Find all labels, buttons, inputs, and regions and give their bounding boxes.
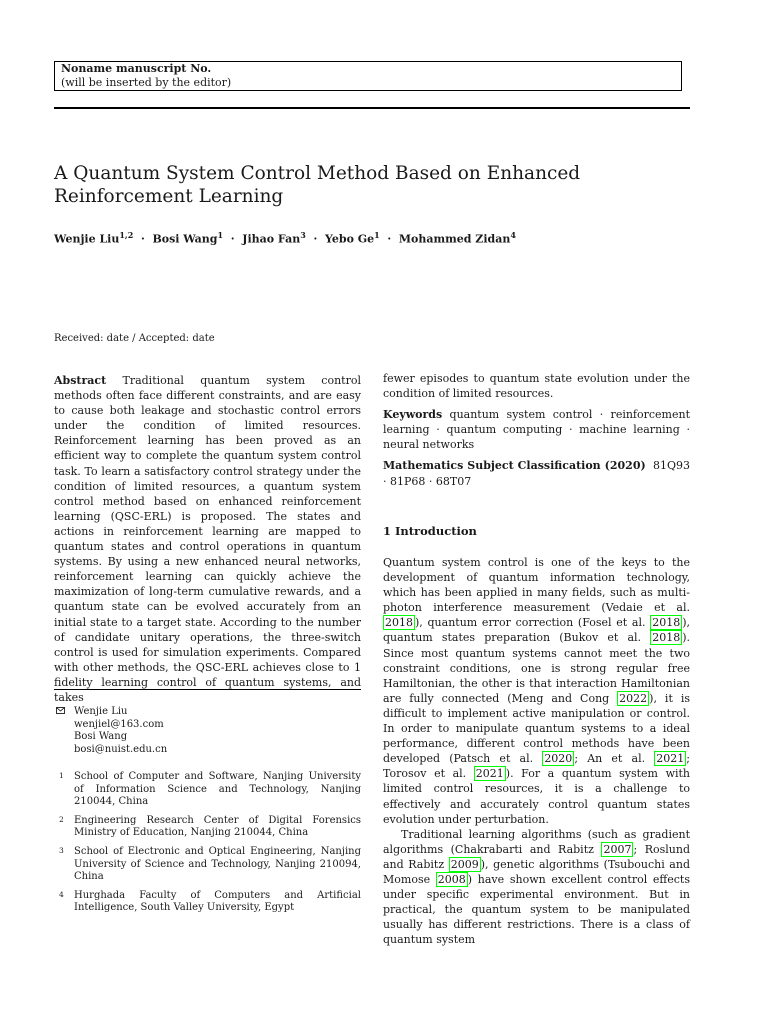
- affiliation-text: School of Computer and Software, Nanjing University of Information Science and Technology, Nanjing 210044, China: [74, 771, 361, 808]
- affiliation-number: 4: [59, 889, 64, 899]
- editor-note: (will be inserted by the editor): [61, 76, 232, 89]
- corresponding-author-email: wenjiel@163.com: [74, 718, 164, 730]
- citation-link[interactable]: 2020: [544, 752, 573, 766]
- affiliation-text: School of Electronic and Optical Engineering, Nanjing University of Science and Technology, Nanjing 210094, China: [74, 845, 361, 883]
- text-run: ; Torosov et al.: [383, 752, 690, 781]
- msc-label: Mathematics Subject Classification (2020): [383, 459, 646, 473]
- author-affil: 1: [374, 230, 380, 240]
- affiliation-number: 2: [59, 814, 64, 824]
- keywords-text: quantum system control · reinforcement learning · quantum computing · machine learning · neural networks: [383, 408, 690, 452]
- citation-link[interactable]: 2021: [475, 767, 504, 781]
- manuscript-number: Noname manuscript No.: [61, 62, 212, 75]
- introduction-body: [383, 555, 690, 947]
- author-name: Jihao Fan: [242, 232, 301, 246]
- abstract-text: Traditional quantum system control methods often face different constraints, and are easy to cause both leakage and stochastic control errors under the condition of limited resources. Reinforcement learning has been proved as an efficient way to complete the quantum system control task. To learn a satisfactory control strategy under the condition of limited resources, a quantum system control method based on enhanced reinforcement learning (QSC-ERL) is proposed. The states and actions in reinforcement learning are mapped to quantum states and control operations in quantum systems. By using a new enhanced neural networks, reinforcement learning can quickly achieve the maximization of long-term cumulative rewards, and a quantum state can be evolved accurately from an initial state to a target state. According to the number of candidate unitary operations, the three-switch control is used for simulation experiments. Compared with other methods, the QSC-ERL achieves close to 1 fidelity learning control of quantum systems, and takes: [54, 374, 361, 704]
- affiliation: [54, 846, 361, 884]
- text-run: ), genetic algorithms (Tsubouchi and Momose: [383, 857, 690, 886]
- header-rule: [54, 107, 690, 109]
- author-name: Wenjie Liu: [54, 232, 120, 246]
- author-affil: 4: [510, 230, 516, 240]
- abstract-continued: fewer episodes to quantum state evolution under the condition of limited resources.: [383, 372, 690, 401]
- citation-link[interactable]: 2009: [450, 857, 479, 871]
- envelope-icon: [56, 706, 66, 719]
- text-run: Quantum system control is one of the keys to the development of quantum information technology, which has been applied in many fields, such as multi-photon interference measurement (Vedaie et al.: [383, 556, 690, 615]
- text-run: ), quantum error correction (Fosel et al.: [415, 616, 646, 630]
- author-name: Bosi Wang: [152, 232, 218, 246]
- affiliation-text: Engineering Research Center of Digital Forensics Ministry of Education, Nanjing 210044, China: [74, 814, 361, 839]
- author-affil: 3: [300, 230, 306, 240]
- corresponding-author-name: Bosi Wang: [74, 731, 128, 742]
- citation-link[interactable]: 2022: [619, 691, 648, 705]
- text-run: ; An et al.: [574, 752, 646, 766]
- footnote-rule: [54, 689, 361, 690]
- affiliation-list: [54, 771, 361, 921]
- section-heading: 1 Introduction: [383, 524, 477, 538]
- citation-link[interactable]: 2007: [603, 842, 632, 856]
- abstract: [54, 373, 361, 705]
- text-run: ; Roslund and Rabitz: [383, 842, 690, 871]
- author-list: Wenjie Liu$^{1,2}$ · Bosi Wang$^1$ · Jihao Fan$^3$ · Yebo Ge$^1$ · Mohammed Zidan$^4$: [54, 230, 516, 246]
- author-name: Yebo Ge: [324, 232, 375, 246]
- citation-link[interactable]: 2021: [656, 752, 685, 766]
- affiliation-number: 1: [59, 771, 64, 780]
- affiliation: [54, 890, 361, 915]
- abstract-continuation-block: [383, 371, 690, 489]
- received-date: Received: date / Accepted: date: [54, 333, 215, 344]
- citation-link[interactable]: 2018: [652, 616, 681, 630]
- manuscript-number-box: [54, 61, 682, 91]
- citation-link[interactable]: 2018: [652, 631, 681, 645]
- citation-link[interactable]: 2018: [385, 616, 413, 630]
- keywords-label: Keywords: [383, 408, 443, 422]
- text-run: ), it is difficult to implement active manipulation or control. In order to manipulate quantum systems to a ideal performance, different control methods have been developed (Patsch et al.: [383, 691, 690, 766]
- author-affil: 1,2: [119, 230, 134, 240]
- text-run: Traditional learning algorithms (such as gradient algorithms (Chakrabarti and Rabitz: [383, 827, 690, 856]
- corresponding-author-name: Wenjie Liu: [74, 706, 128, 717]
- affiliation-text: Hurghada Faculty of Computers and Artificial Intelligence, South Valley University, Egypt: [74, 889, 361, 914]
- abstract-block: [54, 373, 361, 705]
- paper-title: A Quantum System Control Method Based on Enhanced Reinforcement Learning: [54, 163, 581, 207]
- author-name: Mohammed Zidan: [398, 232, 511, 246]
- affiliation: [54, 815, 361, 840]
- keywords: [383, 407, 690, 452]
- abstract-label: Abstract: [54, 374, 107, 387]
- msc-codes: 81Q93 · 81P68 · 68T07: [383, 459, 690, 488]
- paragraph: [383, 827, 690, 948]
- text-run: ), quantum states preparation (Bukov et al.: [383, 616, 690, 645]
- affiliation-number: 3: [59, 845, 64, 855]
- correspondence: [54, 706, 167, 756]
- citation-link[interactable]: 2008: [437, 872, 466, 886]
- text-run: ). For a quantum system with limited control resources, it is a challenge to effectively and accurately control quantum states evolution under perturbation.: [383, 767, 691, 826]
- author-affil: 1: [217, 230, 224, 240]
- paragraph: [383, 555, 690, 827]
- affiliation: [54, 771, 361, 809]
- text-run: ) have shown excellent control effects under specific experimental environment. But in practical, the quantum system to be manipulated usually has different restrictions. There is a class of quantum system: [383, 872, 690, 947]
- msc-classification: [383, 458, 690, 488]
- corresponding-author-email: bosi@nuist.edu.cn: [74, 743, 168, 755]
- text-run: ). Since most quantum systems cannot meet the two constraint conditions, one is strong regular free Hamiltonian, the other is that interaction Hamiltonian are fully connected (Meng and Cong: [383, 631, 690, 705]
